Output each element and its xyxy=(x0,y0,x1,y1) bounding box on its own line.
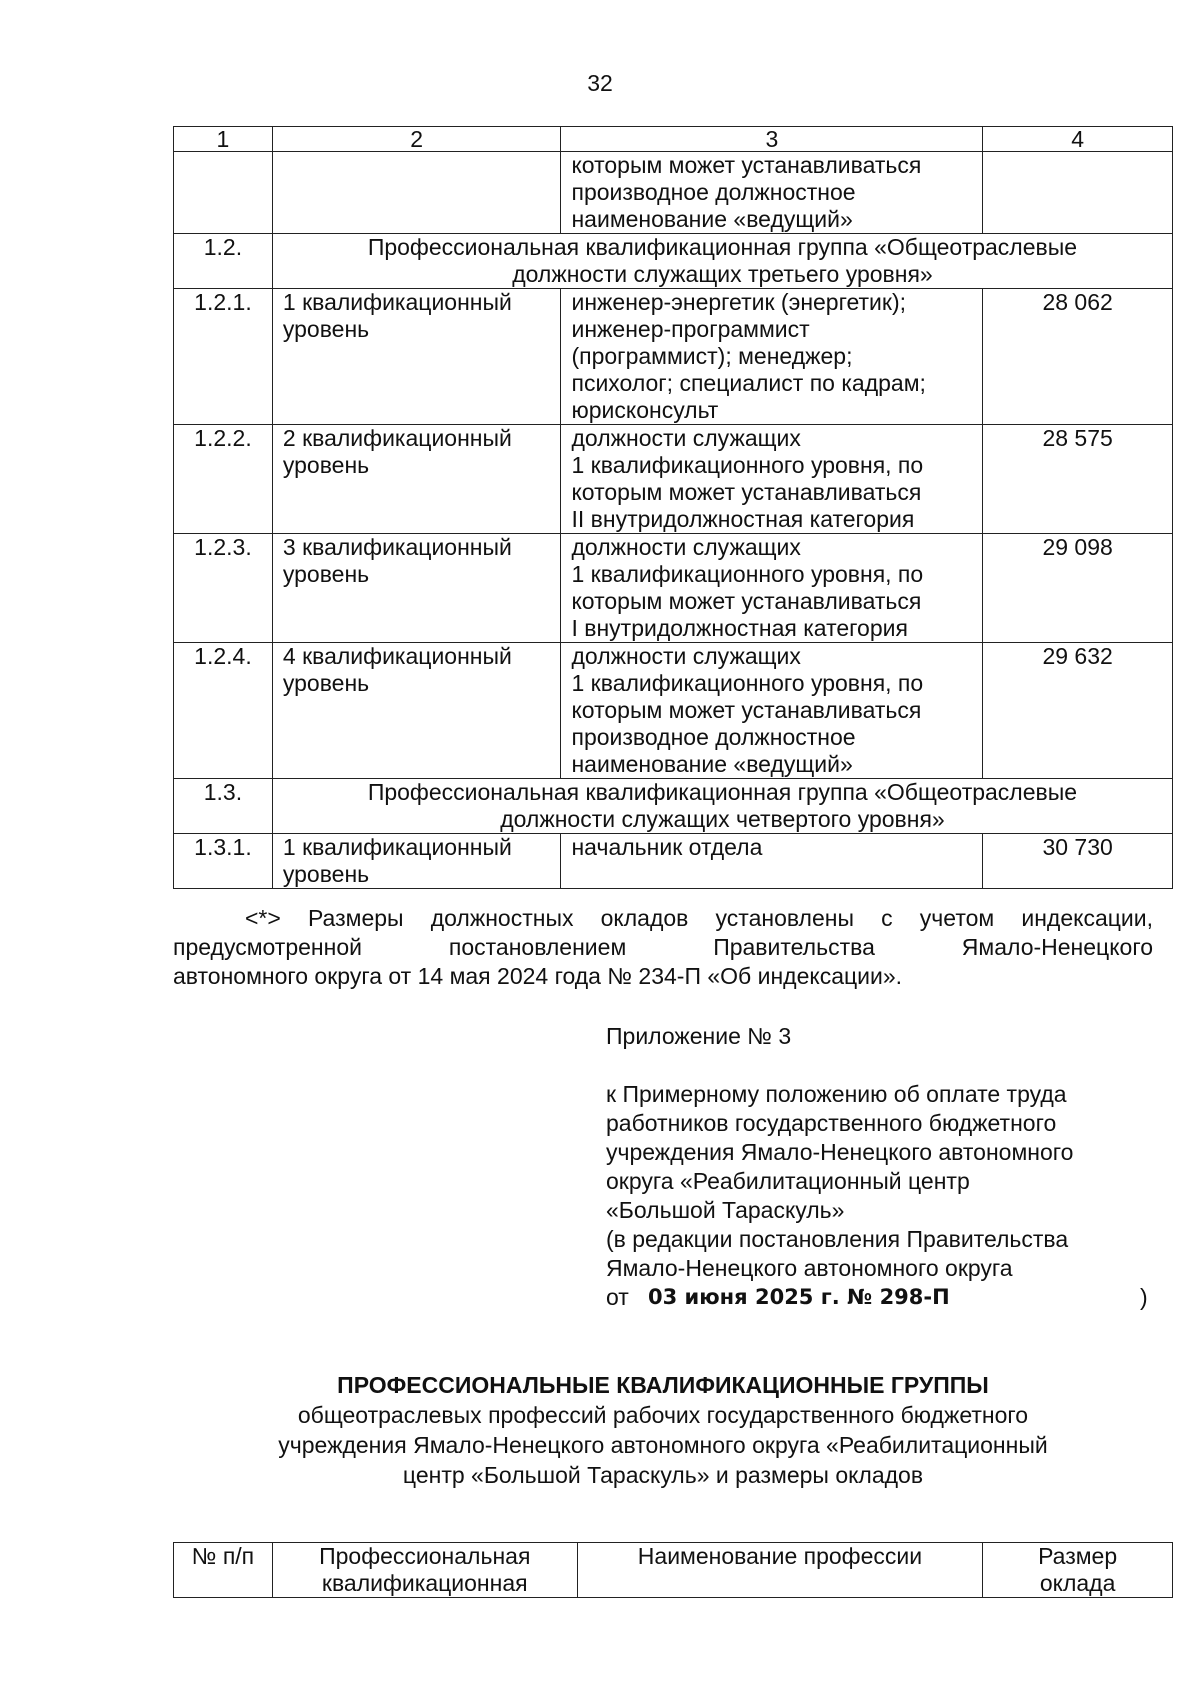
salary-cell xyxy=(983,152,1173,234)
level-line: уровень xyxy=(282,861,370,887)
appendix-line: учреждения Ямало-Ненецкого автономного xyxy=(606,1139,1074,1165)
section-title: ПРОФЕССИОНАЛЬНЫЕ КВАЛИФИКАЦИОННЫЕ ГРУППЫ xyxy=(337,1372,989,1398)
header-cell-number: № п/п xyxy=(174,1543,273,1598)
order-prefix: от xyxy=(606,1284,629,1310)
level-cell xyxy=(272,834,561,889)
level-line: 4 квалификационный xyxy=(282,643,512,669)
description-line: I внутридолжностная категория xyxy=(571,615,908,641)
header-cell-2: 2 xyxy=(272,127,561,152)
order-reference: 03 июня 2025 г. № 298-П xyxy=(648,1285,950,1309)
description-line: инженер-энергетик (энергетик); xyxy=(571,289,907,315)
table-row xyxy=(174,425,1173,534)
table-row xyxy=(174,289,1173,425)
level-cell xyxy=(272,643,561,779)
header-cell-1: 1 xyxy=(174,127,273,152)
description-cell xyxy=(561,834,983,889)
description-cell xyxy=(561,534,983,643)
footnote-line: автономного округа от 14 мая 2024 года № 234-П «Об индексации». xyxy=(173,963,903,989)
group-row xyxy=(174,779,1173,834)
salary-cell: 29 098 xyxy=(983,534,1173,643)
appendix-line: Ямало-Ненецкого автономного округа xyxy=(606,1255,1013,1281)
description-line: наименование «ведущий» xyxy=(571,206,853,232)
level-line: 2 квалификационный xyxy=(282,425,512,451)
level-cell xyxy=(272,534,561,643)
num-cell xyxy=(174,152,273,234)
level-cell xyxy=(272,152,561,234)
salary-table-employees xyxy=(173,126,1173,889)
footnote-line: <*> Размеры должностных окладов установлены с учетом индексации, xyxy=(245,905,1153,931)
header-line: оклада xyxy=(1039,1570,1116,1596)
description-line: производное должностное xyxy=(571,179,856,205)
header-cell-profession: Наименование профессии xyxy=(577,1543,983,1598)
description-line: 1 квалификационного уровня, по xyxy=(571,561,924,587)
salary-table-workers xyxy=(173,1542,1173,1598)
num-cell: 1.2.4. xyxy=(174,643,273,779)
page-number: 32 xyxy=(587,70,613,96)
group-title-line: Профессиональная квалификационная группа «Общеотраслевые xyxy=(367,779,1078,805)
header-line: квалификационная xyxy=(321,1570,528,1596)
description-line: 1 квалификационного уровня, по xyxy=(571,670,924,696)
level-line: уровень xyxy=(282,452,370,478)
description-line: наименование «ведущий» xyxy=(571,751,853,777)
description-line: психолог; специалист по кадрам; xyxy=(571,370,926,396)
level-cell xyxy=(272,289,561,425)
description-line: должности служащих xyxy=(571,425,801,451)
num-cell: 1.3.1. xyxy=(174,834,273,889)
description-line: должности служащих xyxy=(571,534,801,560)
group-title-cell xyxy=(272,234,1172,289)
description-line: II внутридолжностная категория xyxy=(571,506,915,532)
subtitle-line: центр «Большой Тараскуль» и размеры окладов xyxy=(402,1462,924,1488)
description-line: начальник отдела xyxy=(571,834,763,860)
description-line: производное должностное xyxy=(571,724,856,750)
num-cell: 1.2.1. xyxy=(174,289,273,425)
description-line: которым может устанавливаться xyxy=(571,152,922,178)
header-cell-3: 3 xyxy=(561,127,983,152)
appendix-line: (в редакции постановления Правительства xyxy=(606,1226,1069,1252)
description-line: 1 квалификационного уровня, по xyxy=(571,452,924,478)
level-line: 3 квалификационный xyxy=(282,534,512,560)
description-cell xyxy=(561,425,983,534)
level-cell xyxy=(272,425,561,534)
description-line: которым может устанавливаться xyxy=(571,588,922,614)
level-line: 1 квалификационный xyxy=(282,834,512,860)
level-line: уровень xyxy=(282,316,370,342)
table-row xyxy=(174,643,1173,779)
header-line: Профессиональная xyxy=(319,1543,531,1569)
header-cell-salary xyxy=(983,1543,1173,1598)
appendix-line: к Примерному положению об оплате труда xyxy=(606,1081,1067,1107)
footnote-line: предусмотренной постановлением Правительства Ямало-Ненецкого xyxy=(173,934,1153,960)
section-subtitle xyxy=(173,1400,1153,1490)
group-num-cell: 1.3. xyxy=(174,779,273,834)
appendix-body xyxy=(606,1080,1166,1312)
description-cell xyxy=(561,152,983,234)
salary-cell: 30 730 xyxy=(983,834,1173,889)
salary-cell: 29 632 xyxy=(983,643,1173,779)
appendix-line: «Большой Тараскуль» xyxy=(606,1197,845,1223)
level-line: 1 квалификационный xyxy=(282,289,512,315)
description-cell xyxy=(561,643,983,779)
group-title-line: Профессиональная квалификационная группа «Общеотраслевые xyxy=(367,234,1078,260)
subtitle-line: учреждения Ямало-Ненецкого автономного округа «Реабилитационный xyxy=(278,1432,1048,1458)
num-cell: 1.2.3. xyxy=(174,534,273,643)
description-line: которым может устанавливаться xyxy=(571,697,922,723)
description-cell xyxy=(561,289,983,425)
description-line: юрисконсульт xyxy=(571,397,719,423)
description-line: которым может устанавливаться xyxy=(571,479,922,505)
salary-cell: 28 575 xyxy=(983,425,1173,534)
header-cell-4: 4 xyxy=(983,127,1173,152)
table-header-row xyxy=(174,127,1173,152)
description-line: должности служащих xyxy=(571,643,801,669)
table-row xyxy=(174,534,1173,643)
group-row xyxy=(174,234,1173,289)
group-title-cell xyxy=(272,779,1172,834)
header-cell-group xyxy=(272,1543,577,1598)
subtitle-line: общеотраслевых профессий рабочих государственного бюджетного xyxy=(297,1402,1029,1428)
num-cell: 1.2.2. xyxy=(174,425,273,534)
group-num-cell: 1.2. xyxy=(174,234,273,289)
table-row xyxy=(174,152,1173,234)
appendix-line: работников государственного бюджетного xyxy=(606,1110,1057,1136)
level-line: уровень xyxy=(282,670,370,696)
salary-cell: 28 062 xyxy=(983,289,1173,425)
header-line: Размер xyxy=(1038,1543,1118,1569)
table-row xyxy=(174,834,1173,889)
table-header-row xyxy=(174,1543,1173,1598)
order-line xyxy=(606,1283,1166,1312)
level-line: уровень xyxy=(282,561,370,587)
description-line: (программист); менеджер; xyxy=(571,343,853,369)
footnote xyxy=(173,904,1153,991)
group-title-line: должности служащих четвертого уровня» xyxy=(500,806,945,832)
description-line: инженер-программист xyxy=(571,316,810,342)
group-title-line: должности служащих третьего уровня» xyxy=(512,261,933,287)
order-suffix: ) xyxy=(1140,1284,1148,1310)
appendix-title: Приложение № 3 xyxy=(606,1023,792,1049)
appendix-line: округа «Реабилитационный центр xyxy=(606,1168,970,1194)
